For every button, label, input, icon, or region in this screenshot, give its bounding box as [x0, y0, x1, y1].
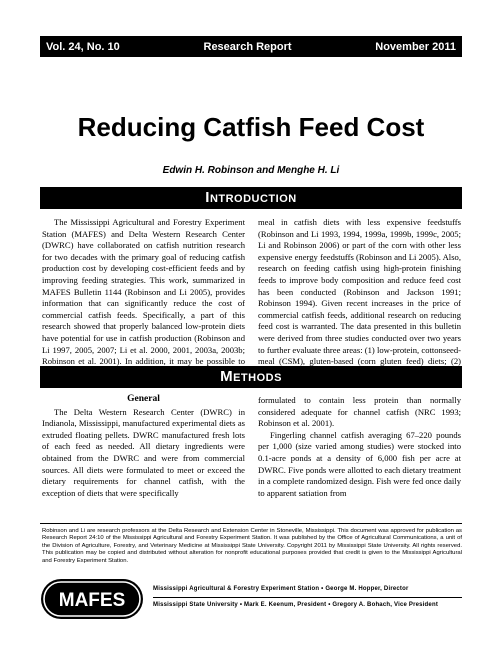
footer-divider — [153, 597, 462, 598]
date-label: November 2011 — [375, 40, 456, 53]
introduction-left-column — [42, 217, 245, 379]
methods-left-column — [42, 394, 245, 499]
footer-university-line: Mississippi State University • Mark E. Keenum, President • Gregory A. Bohach, Vice President — [153, 602, 439, 608]
volume-label: Vol. 24, No. 10 — [46, 40, 120, 53]
introduction-paragraph-1: The Mississippi Agricultural and Forestry Experiment Station (MAFES) and Delta Western Research Center (DWRC) have collaborated on catfish nutrition research for two decades with the primary goal of reducing catfish production cost by developing cost-efficient feeds and by improving feeding strategies. This work, summarized in MAFES Bulletin 1144 (Robinson and Li 2005), provides information that can significantly reduce the cost of commercial catfish feeds. Specifically, a part of this research showed that properly balanced low-protein diets have potential for use in catfish production (Robinson and Li 1997, 2005, 2007; Li et al. 2000, 2001, 2003a, 2003b; Robinson et al. 2001). In addition, it may be possible to — [42, 217, 245, 367]
document-title: Reducing Catfish Feed Cost — [77, 112, 425, 142]
methods-paragraph-3: Fingerling channel catfish averaging 67–220 pounds per 1,000 (size varied among studies) were stocked into 0.1-acre ponds at a density of 6,000 fish per acre at DWRC. Five ponds were allotted to each dietary treatment in a complete randomized design. Fish were fed once daily to apparent satiation from — [258, 429, 461, 498]
report-type-label: Research Report — [203, 40, 292, 53]
general-subheading: General — [127, 394, 160, 404]
mafes-logo — [40, 578, 144, 620]
author-footnote: Robinson and Li are research professors at the Delta Research and Extension Center in Stoneville, Mississippi. This document was approved for publication as Research Report 24:10 of the Mississippi Agricultural and Forestry Experiment Station. It was published by the Office of Agricultural Communications, a unit of the Division of Agriculture, Forestry, and Veterinary Medicine at Mississippi State University. Copyright 2011 by Mississippi State University. All rights reserved. This publication may be copied and distributed without alteration for nonprofit educational purposes provided that credit is given to the Mississippi Agricultural and Forestry Experiment Station. — [42, 528, 462, 564]
footnote-divider — [40, 523, 462, 524]
methods-heading: METHODS — [40, 366, 462, 388]
authors: Edwin H. Robinson and Menghe H. Li — [162, 165, 340, 176]
introduction-heading: INTRODUCTION — [40, 187, 462, 209]
methods-right-column — [258, 395, 461, 499]
methods-paragraph-1: The Delta Western Research Center (DWRC) in Indianola, Mississippi, manufactured experimental diets as extruded floating pellets. DWRC manufactured fresh lots of each feed as needed. All dietary ingredients were obtained from the DWRC and were from commercial sources. All diets were formulated to meet or exceed the dietary requirements for channel catfish, with the exception of diets that were specifically — [42, 406, 245, 498]
footer-station-line: Mississippi Agricultural & Forestry Experiment Station • George M. Hopper, Director — [153, 586, 409, 592]
methods-paragraph-2: formulated to contain less protein than normally considered adequate for channel catfish (NRC 1993; Robinson et al. 2001). — [258, 395, 461, 429]
logo-text: MAFES — [58, 590, 126, 611]
report-header-bar — [40, 36, 462, 57]
introduction-right-column — [258, 217, 461, 379]
introduction-paragraph-2: meal in catfish diets with less expensive feedstuffs (Robinson and Li 1993, 1994, 1999a, 1999b, 1999c, 2005; Li and Robinson 2006) or part of the corn with other less expensive energy feedstuffs (Robinson and Li 2005). Also, research on feeding catfish using high-protein finishing feeds to improve body composition and reduce feed cost has been conducted (Robinson and Jackson 1991; Robinson 1994). Given recent increases in the price of commercial catfish feeds, additional research on reducing feed cost is warranted. The data presented in this bulletin were derived from three studies conducted over two years to further evaluate three areas: (1) low-protein, cottonseed-meal (CSM), gluten-based (corn gluten feed) diets; (2) — [258, 217, 461, 367]
